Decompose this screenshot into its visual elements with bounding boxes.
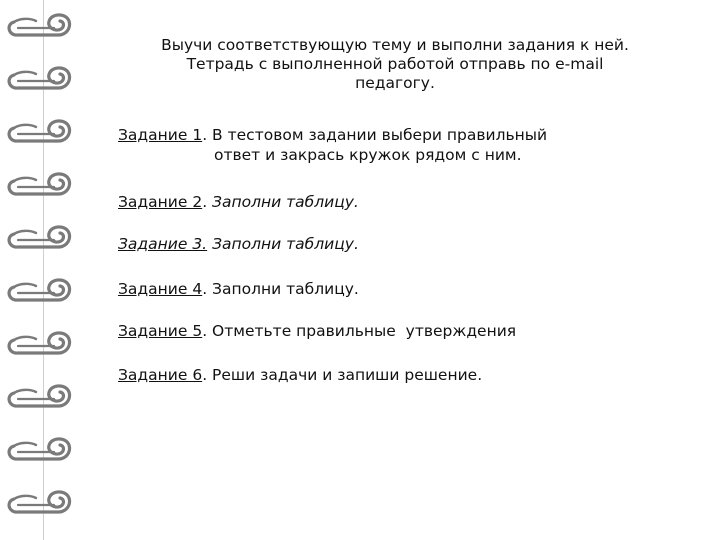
spiral-ring-icon bbox=[9, 439, 69, 459]
task-text: Отметьте правильные утверждения bbox=[212, 322, 517, 340]
task-separator: . bbox=[202, 366, 213, 384]
task-label: Задание 6 bbox=[118, 366, 203, 384]
spiral-ring-icon bbox=[9, 280, 69, 300]
instructions-line-3: педагогу. bbox=[355, 74, 435, 92]
spiral-ring-icon bbox=[9, 227, 69, 247]
task-item-4 bbox=[118, 279, 359, 299]
instructions-line-2: Тетрадь с выполненной работой отправь по e-mail bbox=[186, 55, 604, 73]
task-separator: . bbox=[202, 322, 213, 340]
instructions-line-1: Выучи соответствующую тему и выполни задания к ней. bbox=[161, 36, 629, 54]
task-text: Заполни таблицу. bbox=[212, 235, 359, 253]
task-text: Заполни таблицу. bbox=[212, 280, 359, 298]
task-label: Задание 3. bbox=[118, 235, 208, 253]
spiral-ring-icon bbox=[9, 68, 69, 88]
task-item-5 bbox=[118, 321, 516, 341]
task-item-2 bbox=[118, 192, 359, 212]
task-item-6 bbox=[118, 365, 482, 385]
task-label: Задание 5 bbox=[118, 322, 203, 340]
task-separator: . bbox=[202, 126, 213, 144]
task-item-1 bbox=[118, 125, 547, 165]
task-text: В тестовом задании выбери правильный bbox=[212, 126, 548, 144]
task-label: Задание 1 bbox=[118, 126, 203, 144]
task-text: Заполни таблицу. bbox=[212, 193, 359, 211]
spiral-ring-icon bbox=[9, 15, 69, 35]
spiral-ring-icon bbox=[9, 333, 69, 353]
spiral-ring-icon bbox=[9, 174, 69, 194]
task-separator: . bbox=[202, 280, 213, 298]
task-text: Реши задачи и запиши решение. bbox=[212, 366, 483, 384]
spiral-ring-icon bbox=[9, 386, 69, 406]
task-label: Задание 4 bbox=[118, 280, 203, 298]
spiral-ring-icon bbox=[9, 121, 69, 141]
task-separator: . bbox=[202, 193, 213, 211]
task-text-continuation: ответ и закрась кружок рядом с ним. bbox=[214, 146, 522, 164]
task-item-3 bbox=[118, 234, 359, 254]
spiral-ring-icon bbox=[9, 492, 69, 512]
spiral-binding bbox=[0, 0, 90, 540]
instructions-text bbox=[130, 36, 660, 93]
task-label: Задание 2 bbox=[118, 193, 203, 211]
